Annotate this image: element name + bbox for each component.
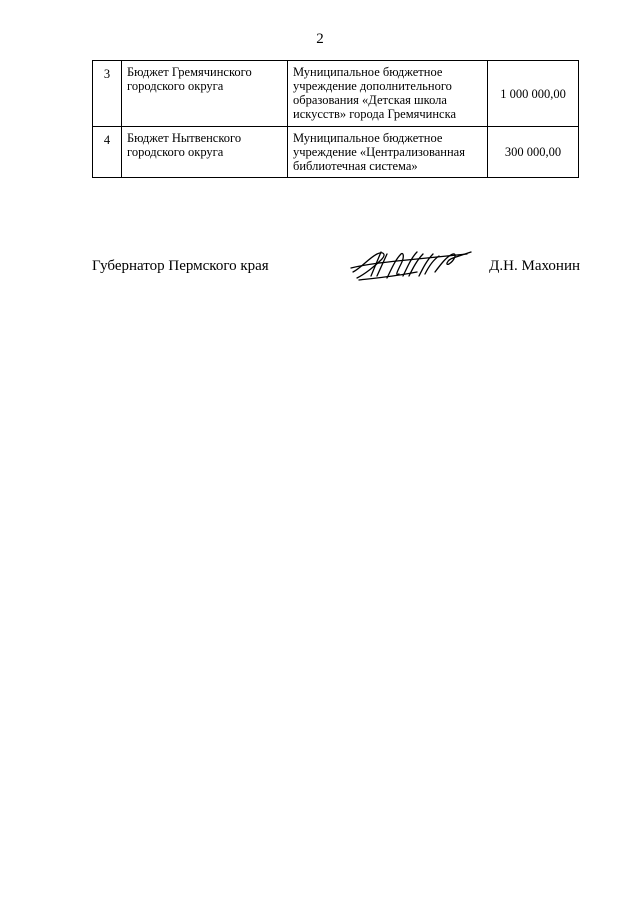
page-number: 2 [316,31,324,47]
signatory-name: Д.Н. Махонин [489,258,580,274]
institution-cell: Муниципальное бюджетное учреждение дополнительного образования «Детская школа искусств» города Гремячинска [288,61,488,127]
table-row [93,61,579,127]
signatory-title: Губернатор Пермского края [92,258,269,274]
budget-cell: Бюджет Нытвенского городского округа [122,127,288,178]
institution-cell: Муниципальное бюджетное учреждение «Централизованная библиотечная система» [288,127,488,178]
budget-cell: Бюджет Гремячинского городского округа [122,61,288,127]
row-number: 4 [93,127,122,178]
amount-cell: 300 000,00 [488,127,579,178]
row-number: 3 [93,61,122,127]
table-row [93,127,579,178]
handwritten-signature-icon [347,242,477,288]
allocation-table [92,60,579,178]
amount-cell: 1 000 000,00 [488,61,579,127]
